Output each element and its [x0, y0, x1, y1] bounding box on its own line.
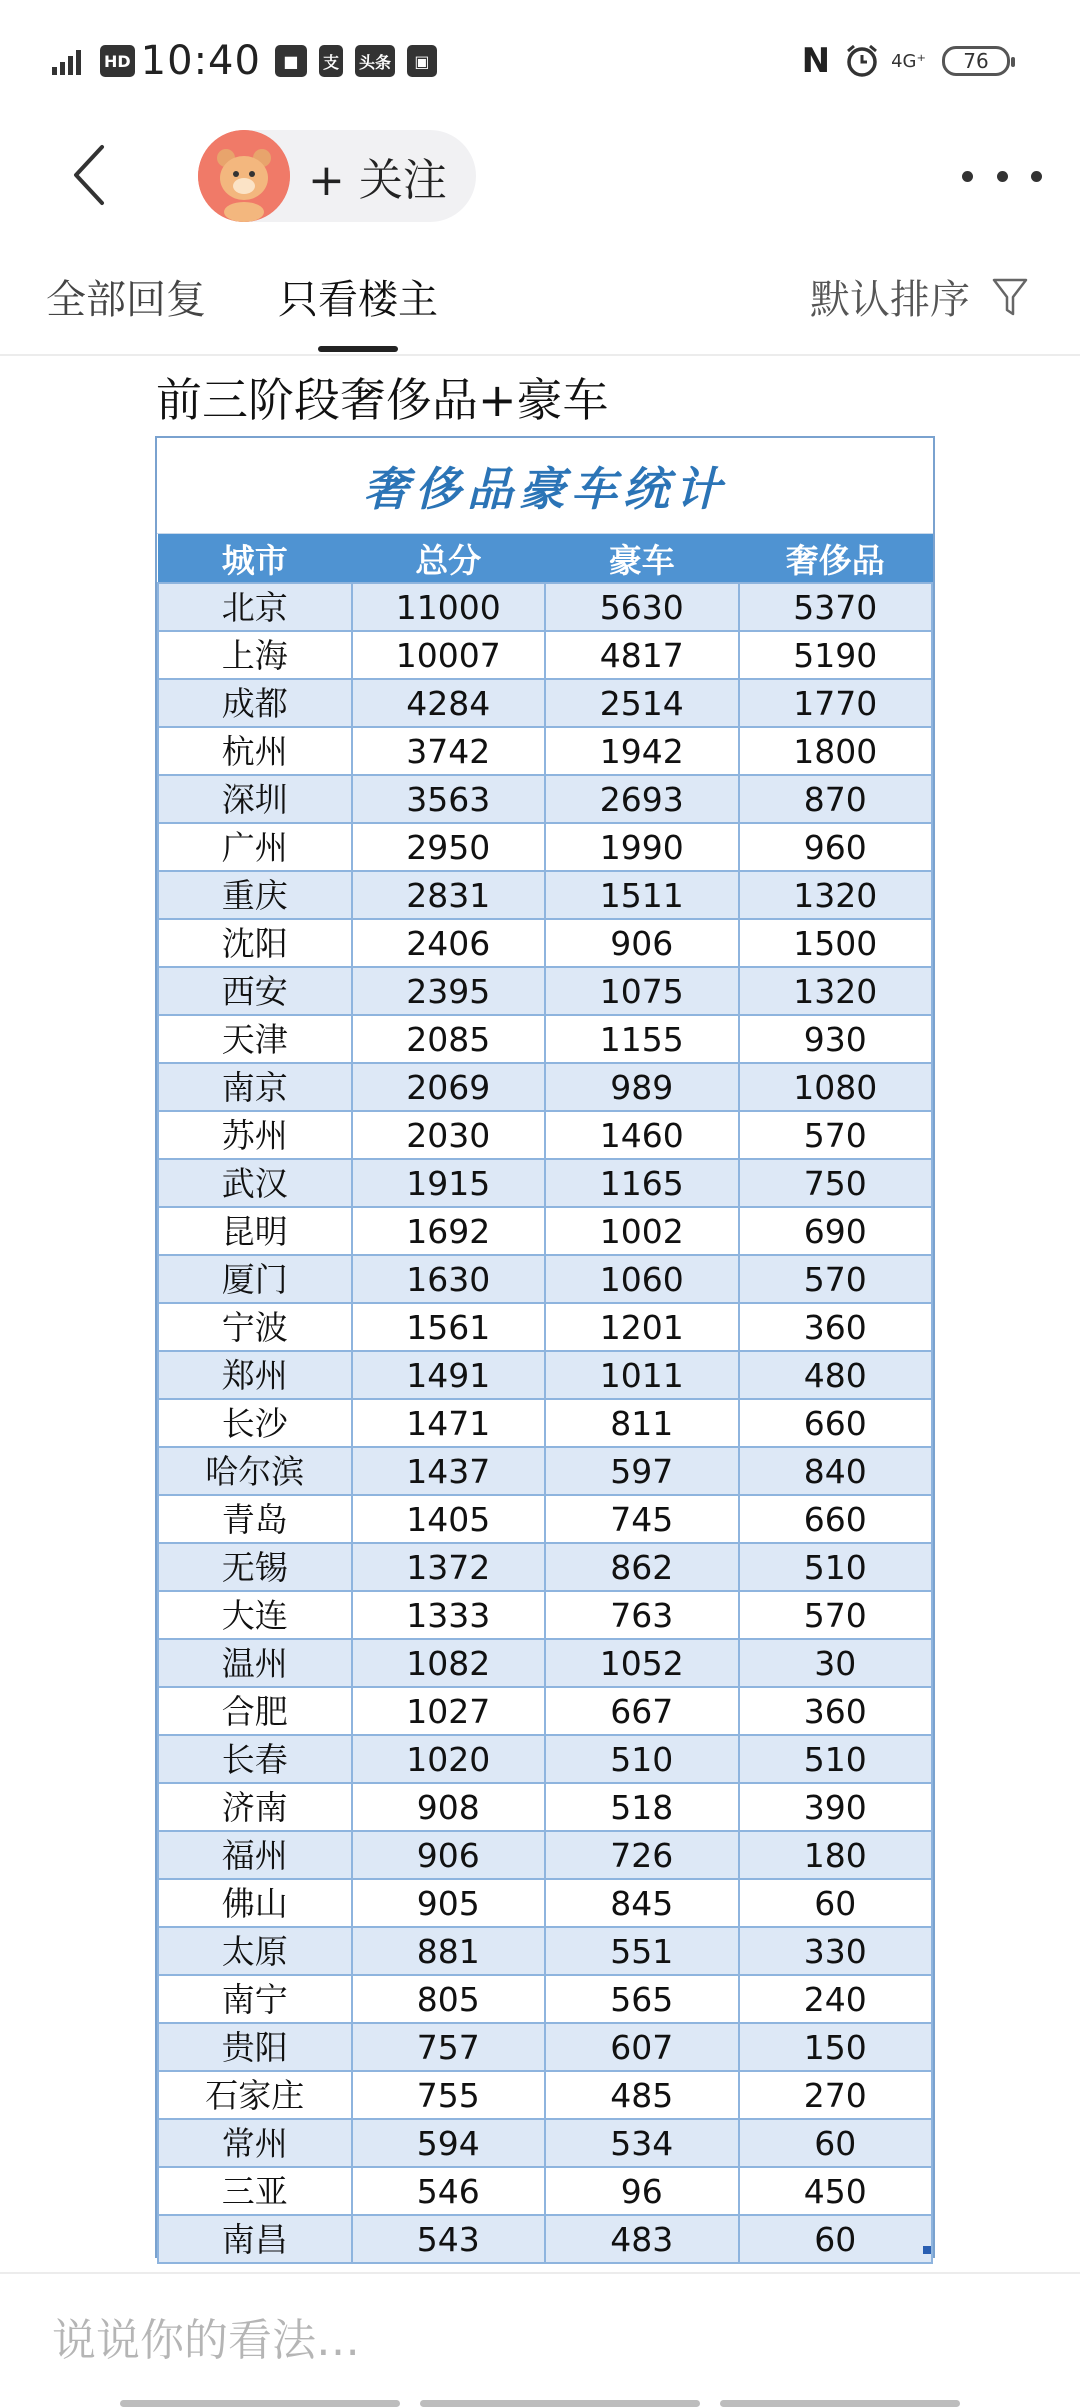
corner-mark [923, 2246, 931, 2254]
table-cell: 1320 [739, 871, 933, 919]
table-row [158, 871, 932, 919]
table-cell: 597 [545, 1447, 739, 1495]
table-row [158, 1927, 932, 1975]
table-cell: 2069 [352, 1063, 546, 1111]
table-cell: 510 [739, 1735, 933, 1783]
table-cell: 常州 [158, 2119, 352, 2167]
table-cell: 1500 [739, 919, 933, 967]
table-cell: 三亚 [158, 2167, 352, 2215]
table-cell: 南宁 [158, 1975, 352, 2023]
table-cell: 906 [352, 1831, 546, 1879]
table-row [158, 967, 932, 1015]
table-cell: 郑州 [158, 1351, 352, 1399]
table-cell: 武汉 [158, 1159, 352, 1207]
table-row [158, 1159, 932, 1207]
table-row [158, 583, 932, 631]
table-cell: 南昌 [158, 2215, 352, 2263]
signal-icon [52, 47, 84, 75]
table-cell: 2693 [545, 775, 739, 823]
table-cell: 深圳 [158, 775, 352, 823]
status-bar-right [802, 36, 1010, 86]
table-cell: 862 [545, 1543, 739, 1591]
table-cell: 南京 [158, 1063, 352, 1111]
table-cell: 96 [545, 2167, 739, 2215]
table-cell: 607 [545, 2023, 739, 2071]
table-cell: 福州 [158, 1831, 352, 1879]
table-row [158, 2023, 932, 2071]
table-cell: 480 [739, 1351, 933, 1399]
nav-header [0, 120, 1080, 230]
table-row [158, 1255, 932, 1303]
table-cell: 534 [545, 2119, 739, 2167]
comment-bar [0, 2272, 1080, 2408]
table-row [158, 1399, 932, 1447]
table-cell: 4284 [352, 679, 546, 727]
table-cell: 570 [739, 1591, 933, 1639]
home-indicator [120, 2400, 960, 2407]
table-row [158, 919, 932, 967]
table-cell: 5630 [545, 583, 739, 631]
table-cell: 北京 [158, 583, 352, 631]
table-row [158, 1303, 932, 1351]
battery-icon: 76 [942, 46, 1010, 76]
folder-icon: ■ [275, 45, 307, 77]
table-cell: 450 [739, 2167, 933, 2215]
table-cell: 合肥 [158, 1687, 352, 1735]
table-cell: 1002 [545, 1207, 739, 1255]
table-cell: 240 [739, 1975, 933, 2023]
table-cell: 1405 [352, 1495, 546, 1543]
table-row [158, 631, 932, 679]
table-cell: 1011 [545, 1351, 739, 1399]
table-cell: 长春 [158, 1735, 352, 1783]
table-cell: 757 [352, 2023, 546, 2071]
table-row [158, 1687, 932, 1735]
table-cell: 石家庄 [158, 2071, 352, 2119]
active-tab-indicator [318, 346, 398, 352]
table-row [158, 1207, 932, 1255]
table-body [158, 583, 932, 2263]
table-cell: 811 [545, 1399, 739, 1447]
table-cell: 1491 [352, 1351, 546, 1399]
network-type: 4G⁺ [891, 50, 926, 72]
table-cell: 昆明 [158, 1207, 352, 1255]
table-cell: 565 [545, 1975, 739, 2023]
table-cell: 1770 [739, 679, 933, 727]
more-dots-icon[interactable] [962, 146, 1042, 206]
table-cell: 390 [739, 1783, 933, 1831]
avatar-bear-icon [198, 130, 290, 222]
table-cell: 1800 [739, 727, 933, 775]
table-cell: 1060 [545, 1255, 739, 1303]
sort-button[interactable] [810, 268, 1028, 325]
table-row [158, 2119, 932, 2167]
table-cell: 1052 [545, 1639, 739, 1687]
table-cell: 1460 [545, 1111, 739, 1159]
table-cell: 11000 [352, 583, 546, 631]
avatar[interactable] [198, 130, 290, 222]
bag-icon: ▣ [407, 45, 437, 77]
table-cell: 485 [545, 2071, 739, 2119]
column-header: 总分 [352, 535, 546, 584]
table-row [158, 1015, 932, 1063]
table-cell: 30 [739, 1639, 933, 1687]
table-cell: 1990 [545, 823, 739, 871]
table-cell: 5370 [739, 583, 933, 631]
table-cell: 1020 [352, 1735, 546, 1783]
table-cell: 510 [739, 1543, 933, 1591]
table-cell: 546 [352, 2167, 546, 2215]
table-row [158, 2071, 932, 2119]
table-cell: 660 [739, 1495, 933, 1543]
table-cell: 2395 [352, 967, 546, 1015]
table-cell: 1165 [545, 1159, 739, 1207]
table-row [158, 1495, 932, 1543]
filter-icon [992, 277, 1028, 317]
back-arrow-icon [70, 143, 110, 207]
table-row [158, 1063, 932, 1111]
table-cell: 广州 [158, 823, 352, 871]
table-row [158, 1543, 932, 1591]
table-cell: 930 [739, 1015, 933, 1063]
follow-label: + 关注 [308, 155, 447, 206]
table-cell: 60 [739, 2119, 933, 2167]
sort-label: 默认排序 [810, 277, 970, 323]
table-cell: 360 [739, 1303, 933, 1351]
tab-all-replies[interactable]: 全部回复 [46, 277, 206, 323]
table-cell: 大连 [158, 1591, 352, 1639]
table-cell: 重庆 [158, 871, 352, 919]
follow-button[interactable] [198, 130, 476, 222]
table-cell: 483 [545, 2215, 739, 2263]
table-cell: 2030 [352, 1111, 546, 1159]
table-cell: 570 [739, 1111, 933, 1159]
table-cell: 1942 [545, 727, 739, 775]
table-cell: 667 [545, 1687, 739, 1735]
table-cell: 270 [739, 2071, 933, 2119]
table-cell: 570 [739, 1255, 933, 1303]
table-cell: 1561 [352, 1303, 546, 1351]
table-cell: 60 [739, 1879, 933, 1927]
table-cell: 763 [545, 1591, 739, 1639]
table-cell: 1155 [545, 1015, 739, 1063]
table-cell: 960 [739, 823, 933, 871]
table-cell: 360 [739, 1687, 933, 1735]
table-cell: 1201 [545, 1303, 739, 1351]
table-row [158, 1111, 932, 1159]
table-row [158, 823, 932, 871]
table-cell: 881 [352, 1927, 546, 1975]
comment-input[interactable]: 说说你的看法… [52, 2315, 360, 2366]
table-cell: 2831 [352, 871, 546, 919]
stats-table [157, 534, 933, 2264]
table-cell: 10007 [352, 631, 546, 679]
table-cell: 1320 [739, 967, 933, 1015]
table-cell: 594 [352, 2119, 546, 2167]
table-row [158, 727, 932, 775]
back-button[interactable] [60, 140, 120, 210]
column-header: 城市 [158, 535, 352, 584]
table-cell: 厦门 [158, 1255, 352, 1303]
table-cell: 上海 [158, 631, 352, 679]
table-cell: 906 [545, 919, 739, 967]
table-row [158, 1975, 932, 2023]
table-cell: 贵阳 [158, 2023, 352, 2071]
table-cell: 60 [739, 2215, 933, 2263]
table-cell: 1692 [352, 1207, 546, 1255]
table-cell: 5190 [739, 631, 933, 679]
table-cell: 太原 [158, 1927, 352, 1975]
table-header-row [158, 535, 932, 584]
app-badge-alipay: 支 [319, 45, 343, 77]
table-row [158, 2215, 932, 2263]
table-row [158, 775, 932, 823]
table-cell: 2085 [352, 1015, 546, 1063]
table-cell: 989 [545, 1063, 739, 1111]
hd-badge: HD [100, 45, 135, 77]
table-cell: 870 [739, 775, 933, 823]
nfc-icon: N [801, 41, 832, 81]
table-cell: 726 [545, 1831, 739, 1879]
table-cell: 330 [739, 1927, 933, 1975]
table-cell: 2406 [352, 919, 546, 967]
table-cell: 750 [739, 1159, 933, 1207]
table-row [158, 1591, 932, 1639]
table-cell: 1027 [352, 1687, 546, 1735]
app-badge-toutiao: 头条 [355, 45, 395, 77]
table-cell: 805 [352, 1975, 546, 2023]
table-cell: 2514 [545, 679, 739, 727]
table-cell: 西安 [158, 967, 352, 1015]
table-cell: 1915 [352, 1159, 546, 1207]
table-row [158, 2167, 932, 2215]
table-cell: 543 [352, 2215, 546, 2263]
table-cell: 1630 [352, 1255, 546, 1303]
table-row [158, 679, 932, 727]
table-cell: 1471 [352, 1399, 546, 1447]
table-cell: 无锡 [158, 1543, 352, 1591]
table-cell: 1080 [739, 1063, 933, 1111]
table-cell: 745 [545, 1495, 739, 1543]
table-cell: 1511 [545, 871, 739, 919]
table-cell: 佛山 [158, 1879, 352, 1927]
table-cell: 1082 [352, 1639, 546, 1687]
table-row [158, 1783, 932, 1831]
table-row [158, 1639, 932, 1687]
table-cell: 哈尔滨 [158, 1447, 352, 1495]
table-cell: 1333 [352, 1591, 546, 1639]
table-cell: 1372 [352, 1543, 546, 1591]
table-cell: 天津 [158, 1015, 352, 1063]
status-bar [0, 0, 1080, 120]
column-header: 奢侈品 [739, 535, 933, 584]
table-cell: 成都 [158, 679, 352, 727]
table-cell: 180 [739, 1831, 933, 1879]
table-cell: 3563 [352, 775, 546, 823]
table-cell: 908 [352, 1783, 546, 1831]
table-cell: 840 [739, 1447, 933, 1495]
status-bar-left [52, 36, 443, 86]
stats-image[interactable] [155, 436, 935, 2258]
table-cell: 4817 [545, 631, 739, 679]
table-cell: 1437 [352, 1447, 546, 1495]
table-cell: 长沙 [158, 1399, 352, 1447]
column-header: 豪车 [545, 535, 739, 584]
table-cell: 杭州 [158, 727, 352, 775]
table-row [158, 1831, 932, 1879]
reply-tabs [0, 250, 1080, 356]
table-cell: 510 [545, 1735, 739, 1783]
table-cell: 660 [739, 1399, 933, 1447]
table-cell: 150 [739, 2023, 933, 2071]
table-row [158, 1447, 932, 1495]
sheet-title: 奢侈品豪车统计 [157, 438, 933, 534]
table-cell: 济南 [158, 1783, 352, 1831]
table-cell: 宁波 [158, 1303, 352, 1351]
alarm-icon [845, 44, 879, 78]
post-text: 前三阶段奢侈品+豪车 [156, 373, 609, 427]
table-cell: 845 [545, 1879, 739, 1927]
table-cell: 518 [545, 1783, 739, 1831]
table-cell: 905 [352, 1879, 546, 1927]
table-cell: 551 [545, 1927, 739, 1975]
table-row [158, 1879, 932, 1927]
table-cell: 3742 [352, 727, 546, 775]
tab-owner-only[interactable]: 只看楼主 [278, 277, 438, 323]
table-cell: 2950 [352, 823, 546, 871]
table-cell: 755 [352, 2071, 546, 2119]
table-row [158, 1351, 932, 1399]
table-cell: 1075 [545, 967, 739, 1015]
table-cell: 温州 [158, 1639, 352, 1687]
status-time: 10:40 [140, 38, 261, 84]
table-cell: 690 [739, 1207, 933, 1255]
table-cell: 苏州 [158, 1111, 352, 1159]
table-cell: 青岛 [158, 1495, 352, 1543]
table-cell: 沈阳 [158, 919, 352, 967]
table-row [158, 1735, 932, 1783]
